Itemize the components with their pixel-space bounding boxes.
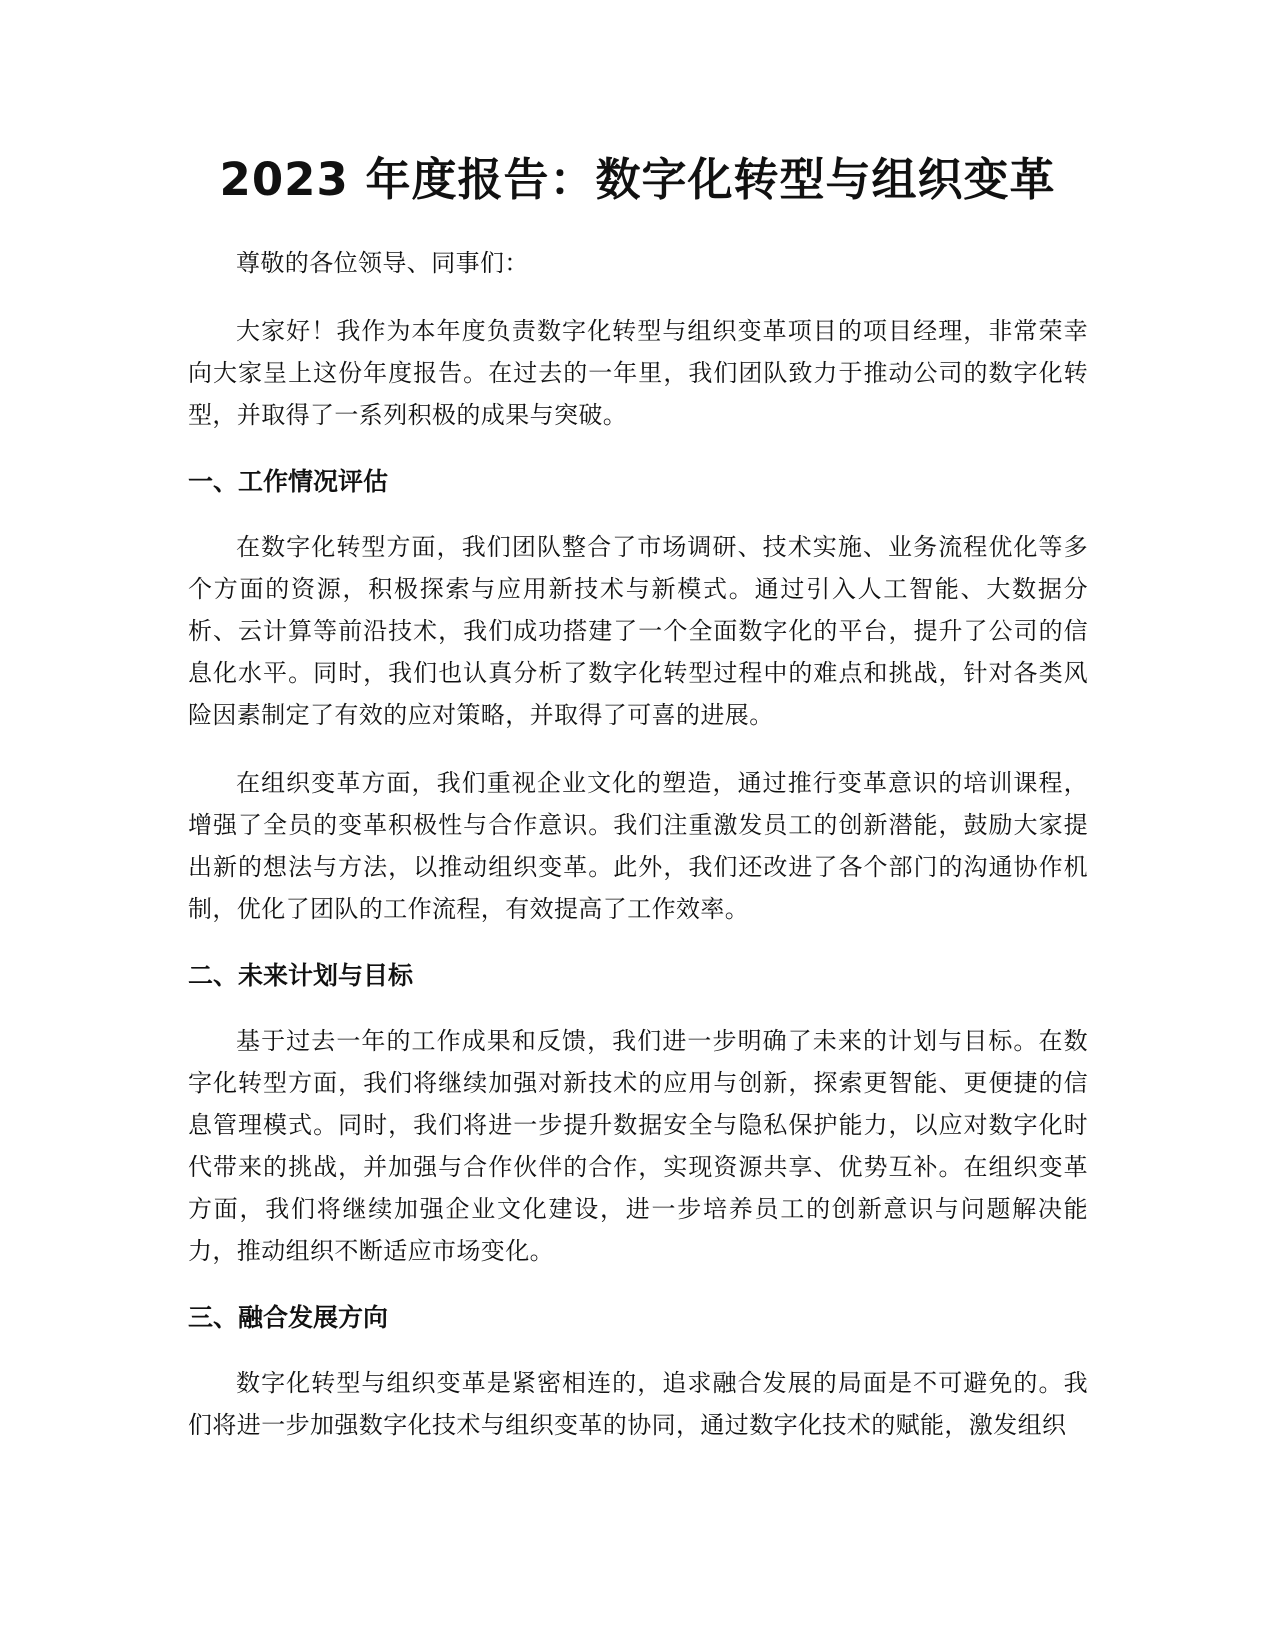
document-title: 2023 年度报告：数字化转型与组织变革 [219,153,1056,206]
greeting-paragraph: 尊敬的各位领导、同事们： [236,249,529,277]
section-heading-future-plans: 二、未来计划与目标 [188,961,414,990]
section-paragraph: 基于过去一年的工作成果和反馈，我们进一步明确了未来的计划与目标。在数字化转型方面，我们将继续加强对新技术的应用与创新，探索更智能、更便捷的信息管理模式。同时，我们将进一步提升数据安全与隐私保护能力，以应对数字化时代带来的挑战，并加强与合作伙伴的合作，实现资源共享、优势互补。在组织变革方面，我们将继续加强企业文化建设，进一步培养员工的创新意识与问题解决能力，推动组织不断适应市场变化。 [188,1027,1088,1265]
section-paragraph: 在组织变革方面，我们重视企业文化的塑造，通过推行变革意识的培训课程，增强了全员的变革积极性与合作意识。我们注重激发员工的创新潜能，鼓励大家提出新的想法与方法，以推动组织变革。此外，我们还改进了各个部门的沟通协作机制，优化了团队的工作流程，有效提高了工作效率。 [188,769,1088,923]
section-heading-work-evaluation: 一、工作情况评估 [188,467,389,496]
section-heading-integration-direction: 三、融合发展方向 [188,1303,389,1332]
document-body [188,242,1088,1472]
intro-paragraph: 大家好！我作为本年度负责数字化转型与组织变革项目的项目经理，非常荣幸向大家呈上这份年度报告。在过去的一年里，我们团队致力于推动公司的数字化转型，并取得了一系列积极的成果与突破。 [188,317,1088,429]
section-paragraph: 数字化转型与组织变革是紧密相连的，追求融合发展的局面是不可避免的。我们将进一步加强数字化技术与组织变革的协同，通过数字化技术的赋能，激发组织 [188,1369,1088,1439]
section-paragraph: 在数字化转型方面，我们团队整合了市场调研、技术实施、业务流程优化等多个方面的资源，积极探索与应用新技术与新模式。通过引入人工智能、大数据分析、云计算等前沿技术，我们成功搭建了一个全面数字化的平台，提升了公司的信息化水平。同时，我们也认真分析了数字化转型过程中的难点和挑战，针对各类风险因素制定了有效的应对策略，并取得了可喜的进展。 [188,533,1088,729]
